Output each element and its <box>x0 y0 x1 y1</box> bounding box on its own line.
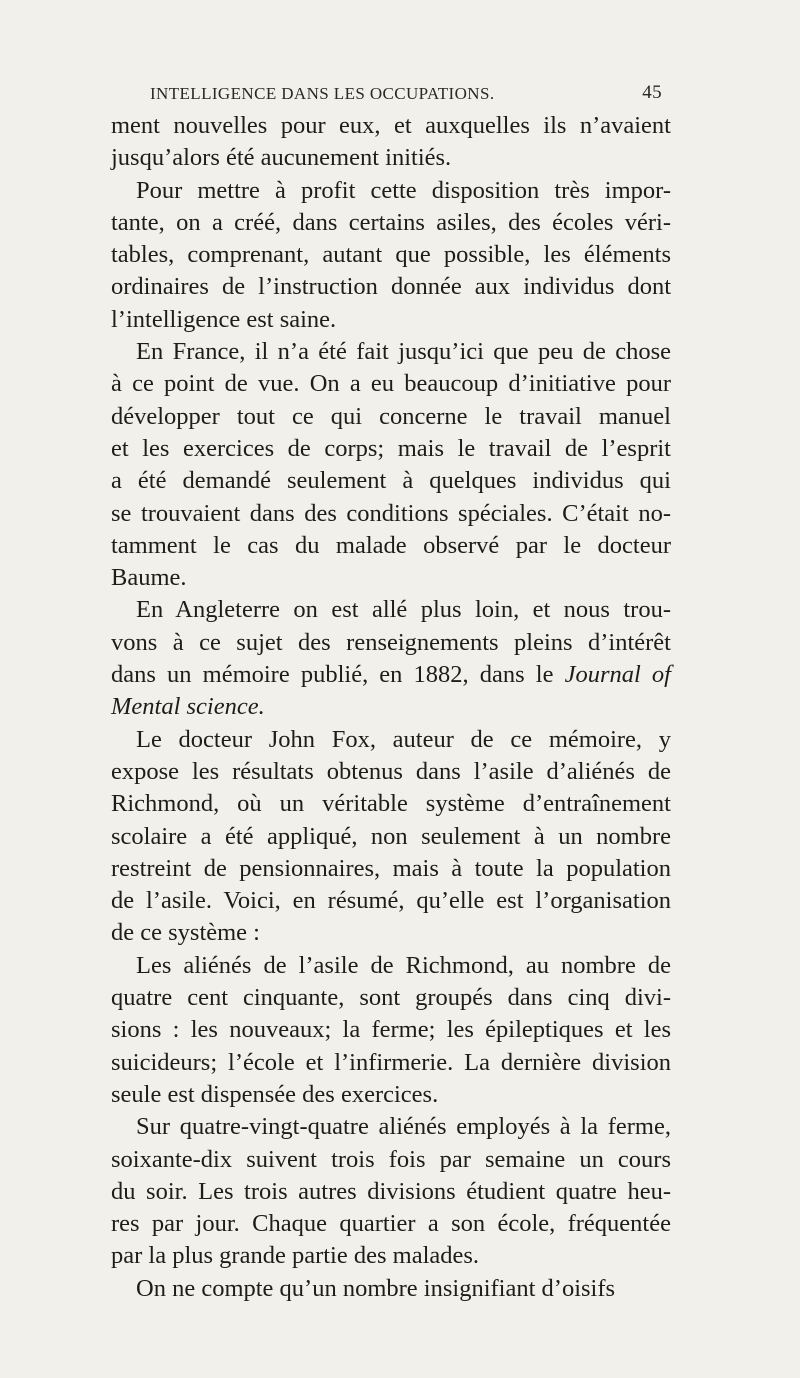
journal-title-part: Journal of <box>564 661 671 689</box>
text-line: expose les résultats obtenus dans l’asile d’aliénés de <box>111 757 671 785</box>
text-line: scolaire a été appliqué, non seulement à un nombre <box>111 822 671 850</box>
page-number: 45 <box>642 82 662 103</box>
text-line: ordinaires de l’instruction donnée aux individus dont <box>111 273 671 301</box>
text-line: l’intelligence est saine. <box>111 305 337 333</box>
text-line: tables, comprenant, autant que possible, les éléments <box>111 241 671 269</box>
text-line: Baume. <box>111 564 187 592</box>
text-line: par la plus grande partie des malades. <box>111 1242 480 1270</box>
text-line: jusqu’alors été aucunement initiés. <box>111 144 452 172</box>
text-line: res par jour. Chaque quartier a son école, fréquentée <box>111 1210 671 1238</box>
text-line: a été demandé seulement à quelques individus qui <box>111 467 671 495</box>
paragraph-start-line: En France, il n’a été fait jusqu’ici que peu de chose <box>136 338 671 366</box>
journal-title-part: Mental science. <box>111 693 265 721</box>
paragraph-start-line: Le docteur John Fox, auteur de ce mémoire, y <box>136 725 671 753</box>
text-line: seule est dispensée des exercices. <box>111 1080 439 1108</box>
text-line: développer tout ce qui concerne le travail manuel <box>111 402 671 430</box>
text-line: soixante-dix suivent trois fois par semaine un cours <box>111 1145 671 1173</box>
text-line: se trouvaient dans des conditions spéciales. C’était no- <box>111 499 671 527</box>
paragraph-start-line: En Angleterre on est allé plus loin, et nous trou- <box>136 596 671 624</box>
running-head <box>150 84 662 108</box>
text-line: suicideurs; l’école et l’infirmerie. La dernière division <box>111 1048 671 1076</box>
text-line: de ce système : <box>111 919 260 947</box>
body-text <box>111 110 671 1305</box>
running-title: INTELLIGENCE DANS LES OCCUPATIONS. <box>150 84 495 103</box>
text-line: quatre cent cinquante, sont groupés dans cinq divi- <box>111 984 671 1012</box>
text-line: vons à ce sujet des renseignements pleins d’intérêt <box>111 628 671 656</box>
paragraph-start-line: On ne compte qu’un nombre insignifiant d’oisifs <box>136 1274 616 1302</box>
text-line <box>111 691 671 723</box>
text-line: restreint de pensionnaires, mais à toute la population <box>111 854 671 882</box>
paragraph-start-line: Les aliénés de l’asile de Richmond, au nombre de <box>136 951 671 979</box>
text-line: tante, on a créé, dans certains asiles, des écoles véri- <box>111 208 671 236</box>
text-line: à ce point de vue. On a eu beaucoup d’initiative pour <box>111 370 671 398</box>
text-line: ment nouvelles pour eux, et auxquelles ils n’avaient <box>111 112 671 139</box>
text-line: tamment le cas du malade observé par le docteur <box>111 531 671 559</box>
text-line: du soir. Les trois autres divisions étudient quatre heu- <box>111 1177 671 1205</box>
text-line: dans un mémoire publié, en 1882, dans le Journal of <box>111 661 671 689</box>
text-line: sions : les nouveaux; la ferme; les épileptiques et les <box>111 1016 671 1044</box>
text-line: et les exercices de corps; mais le travail de l’esprit <box>111 434 671 462</box>
text-line: Richmond, où un véritable système d’entraînement <box>111 790 671 818</box>
paragraph-start-line: Pour mettre à profit cette disposition très impor- <box>136 176 671 204</box>
paragraph-start-line: Sur quatre-vingt-quatre aliénés employés à la ferme, <box>136 1113 671 1141</box>
text-line: de l’asile. Voici, en résumé, qu’elle est l’organisation <box>111 887 671 915</box>
